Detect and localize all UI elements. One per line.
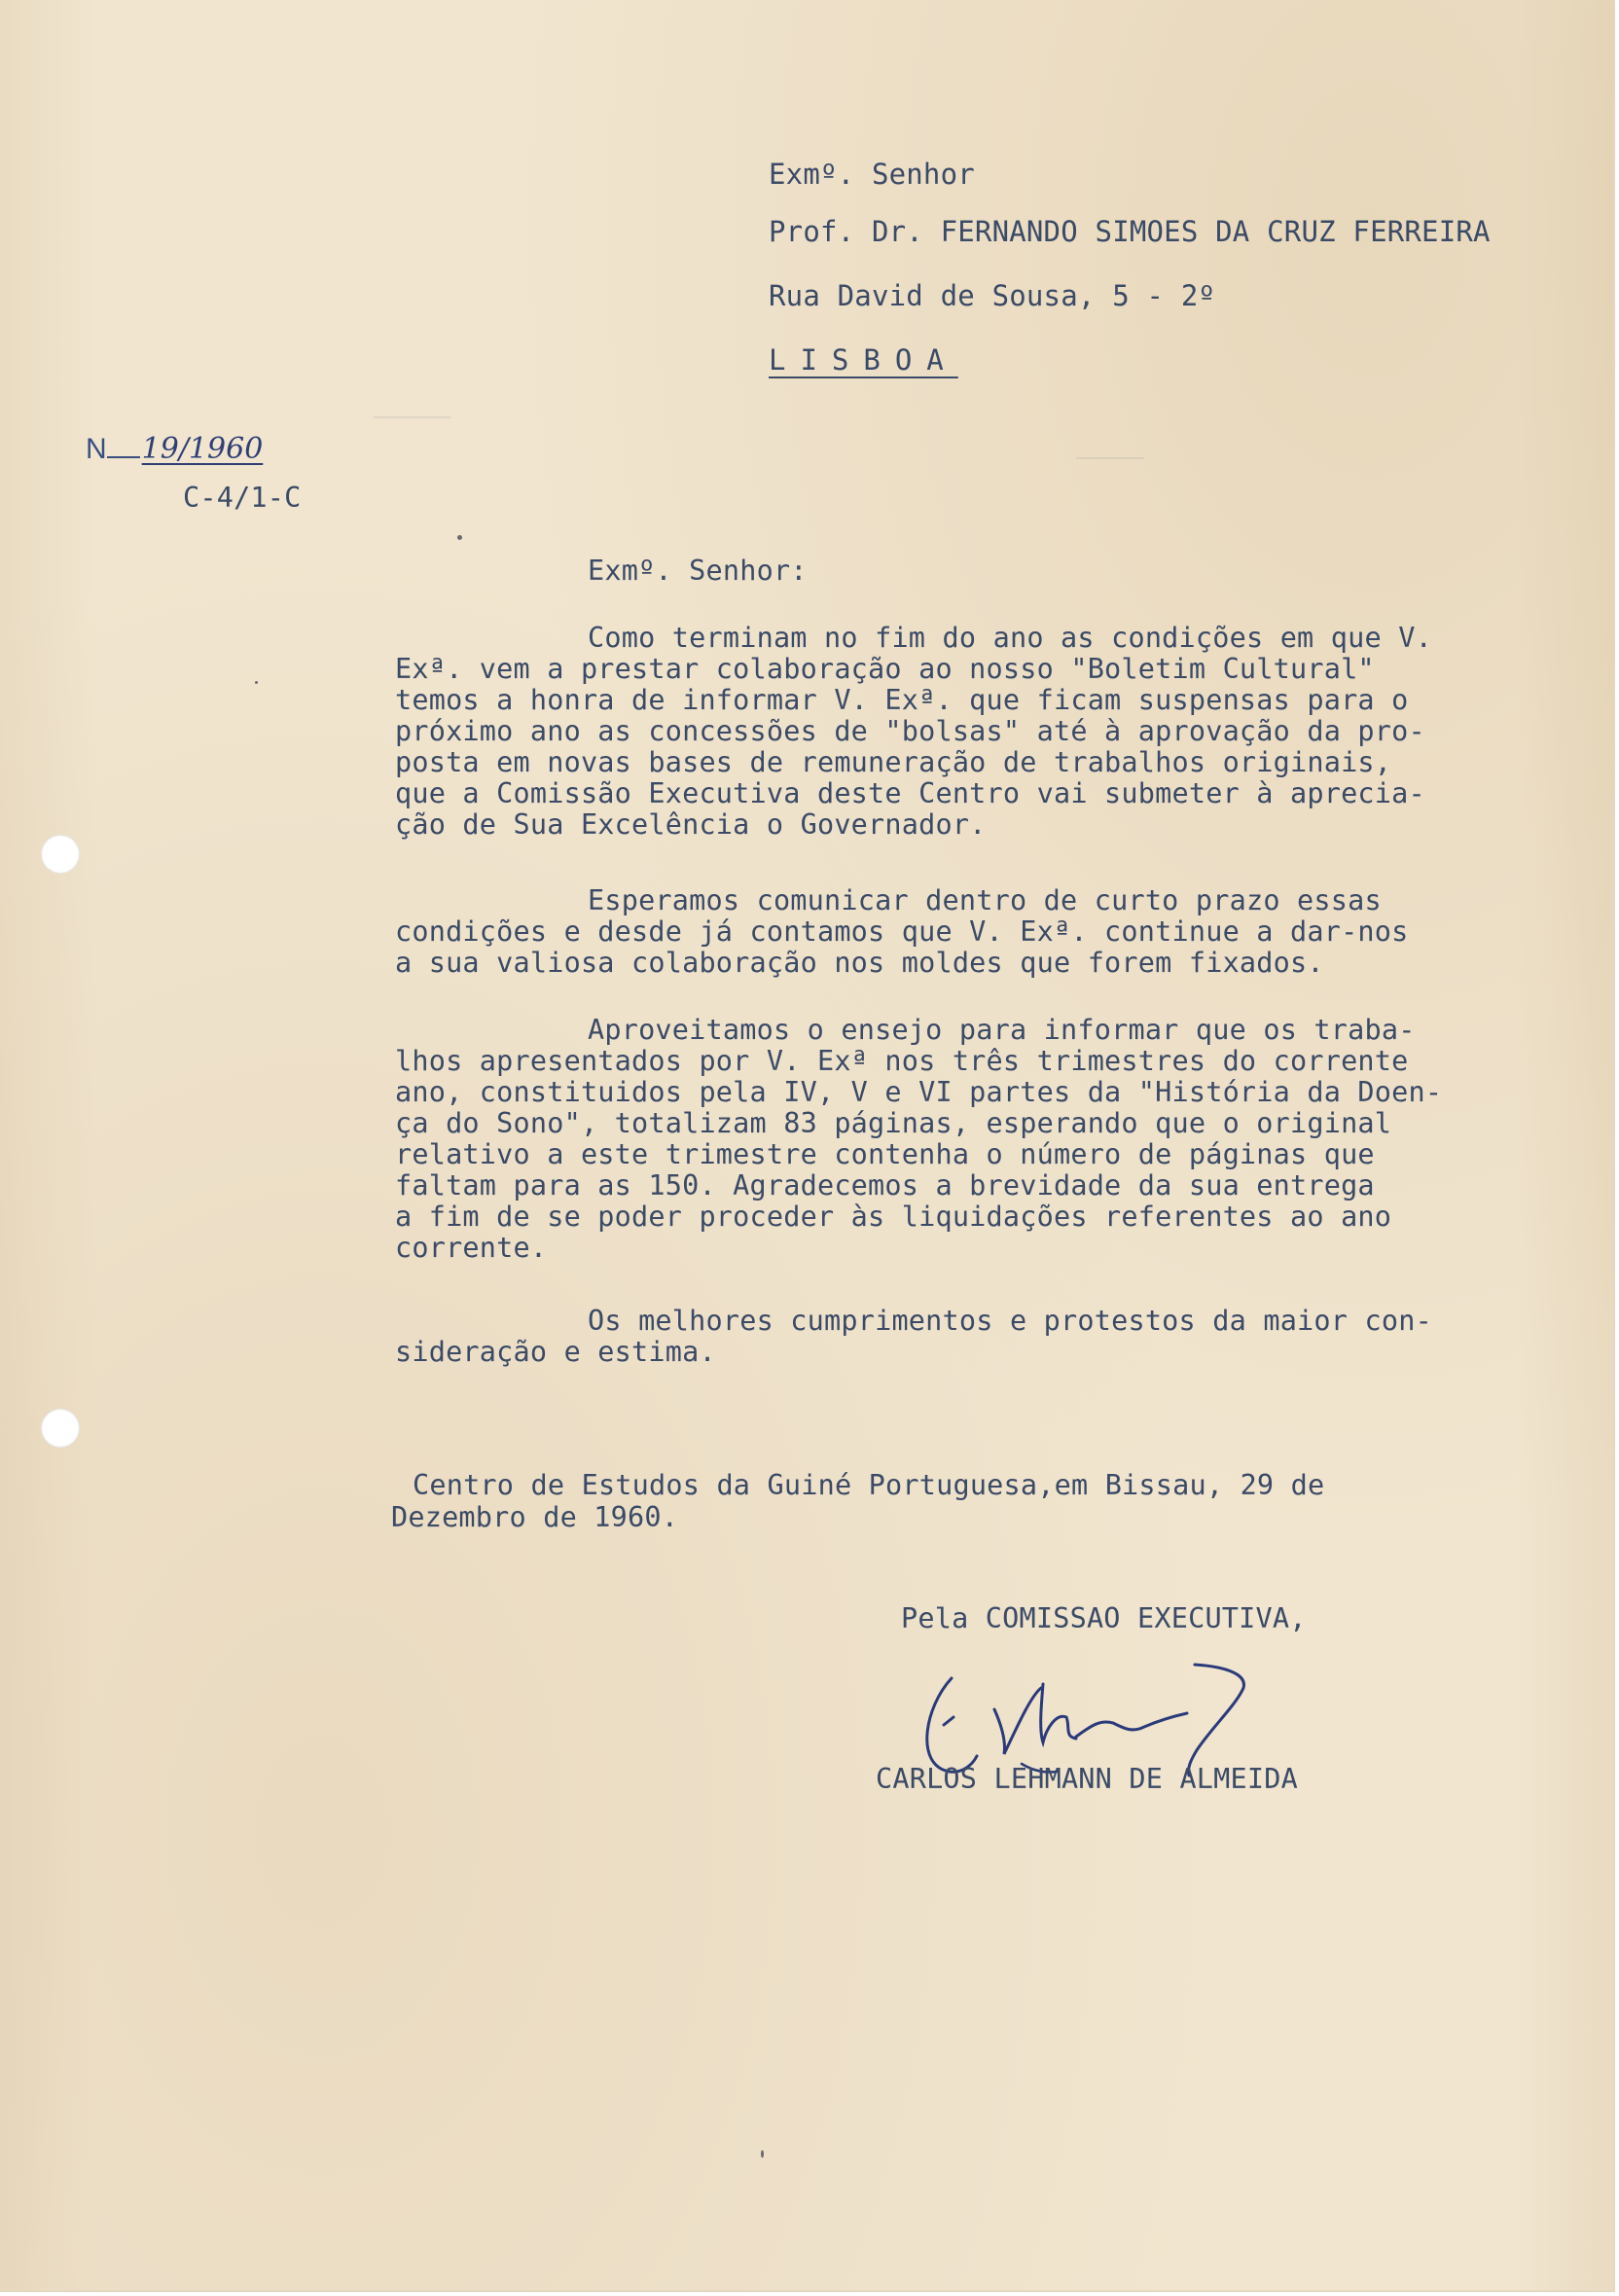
reference-code: C-4/1-C — [183, 482, 302, 514]
paragraph-line: que a Comissão Executiva deste Centro vai submeter à aprecia- — [395, 777, 1425, 809]
ink-speck — [255, 681, 258, 684]
recipient-name: Prof. Dr. FERNANDO SIMOES DA CRUZ FERREIRA — [769, 215, 1491, 248]
faint-mark — [1076, 457, 1144, 459]
paragraph-line: Aproveitamos o ensejo para informar que os traba- — [588, 1014, 1416, 1046]
paragraph-line: próximo ano as concessões de "bolsas" até à aprovação da pro- — [395, 715, 1425, 747]
signatory-name: CARLOS LEHMANN DE ALMEIDA — [876, 1763, 1298, 1795]
place-date-line: Dezembro de 1960. — [391, 1501, 679, 1533]
place-date-line: Centro de Estudos da Guiné Portuguesa,em Bissau, 29 de — [413, 1469, 1325, 1501]
paragraph-line: relativo a este trimestre contenha o número de páginas que — [395, 1138, 1375, 1170]
paragraph-line: Esperamos comunicar dentro de curto prazo essas — [588, 884, 1382, 916]
paragraph-line: condições e desde já contamos que V. Exª. continue a dar-nos — [395, 915, 1409, 948]
reference-prefix: N — [86, 433, 107, 465]
reference-number — [86, 432, 263, 466]
paragraph-line: sideração e estima. — [395, 1336, 716, 1368]
recipient-salutation: Exmº. Senhor — [769, 158, 975, 191]
paragraph-line: lhos apresentados por V. Exª nos três trimestres do corrente — [395, 1045, 1409, 1077]
ink-speck — [457, 535, 462, 540]
paragraph-line: ça do Sono", totalizam 83 páginas, esperando que o original — [395, 1107, 1392, 1139]
paragraph-line: Exª. vem a prestar colaboração ao nosso "Boletim Cultural" — [395, 653, 1375, 685]
paragraph-line: corrente. — [395, 1232, 548, 1264]
ink-speck — [761, 2150, 764, 2158]
paragraph-line: a sua valiosa colaboração nos moldes que forem fixados. — [395, 947, 1324, 979]
recipient-city: LISBOA — [769, 343, 958, 377]
paragraph-line: posta em novas bases de remuneração de trabalhos originais, — [395, 746, 1392, 778]
punch-hole-bottom — [41, 1409, 80, 1448]
paragraph-line: Como terminam no fim do ano as condições em que V. — [588, 622, 1432, 654]
reference-prefix-rule — [107, 456, 140, 458]
punch-hole-top — [41, 835, 80, 874]
faint-mark — [374, 416, 451, 418]
paragraph-line: temos a honra de informar V. Exª. que ficam suspensas para o — [395, 684, 1409, 716]
paragraph-line: a fim de se poder proceder às liquidações referentes ao ano — [395, 1201, 1392, 1233]
reference-handwritten-number: 19/1960 — [141, 432, 264, 466]
paragraph-line: ano, constituidos pela IV, V e VI partes da "História da Doen- — [395, 1076, 1443, 1108]
paragraph-line: faltam para as 150. Agradecemos a brevidade da sua entrega — [395, 1169, 1375, 1202]
closing-line: Pela COMISSAO EXECUTIVA, — [901, 1602, 1307, 1634]
paragraph-line: Os melhores cumprimentos e protestos da maior con- — [588, 1305, 1432, 1337]
recipient-street: Rua David de Sousa, 5 - 2º — [769, 279, 1216, 312]
letter-greeting: Exmº. Senhor: — [588, 555, 808, 587]
paragraph-line: ção de Sua Excelência o Governador. — [395, 808, 987, 841]
